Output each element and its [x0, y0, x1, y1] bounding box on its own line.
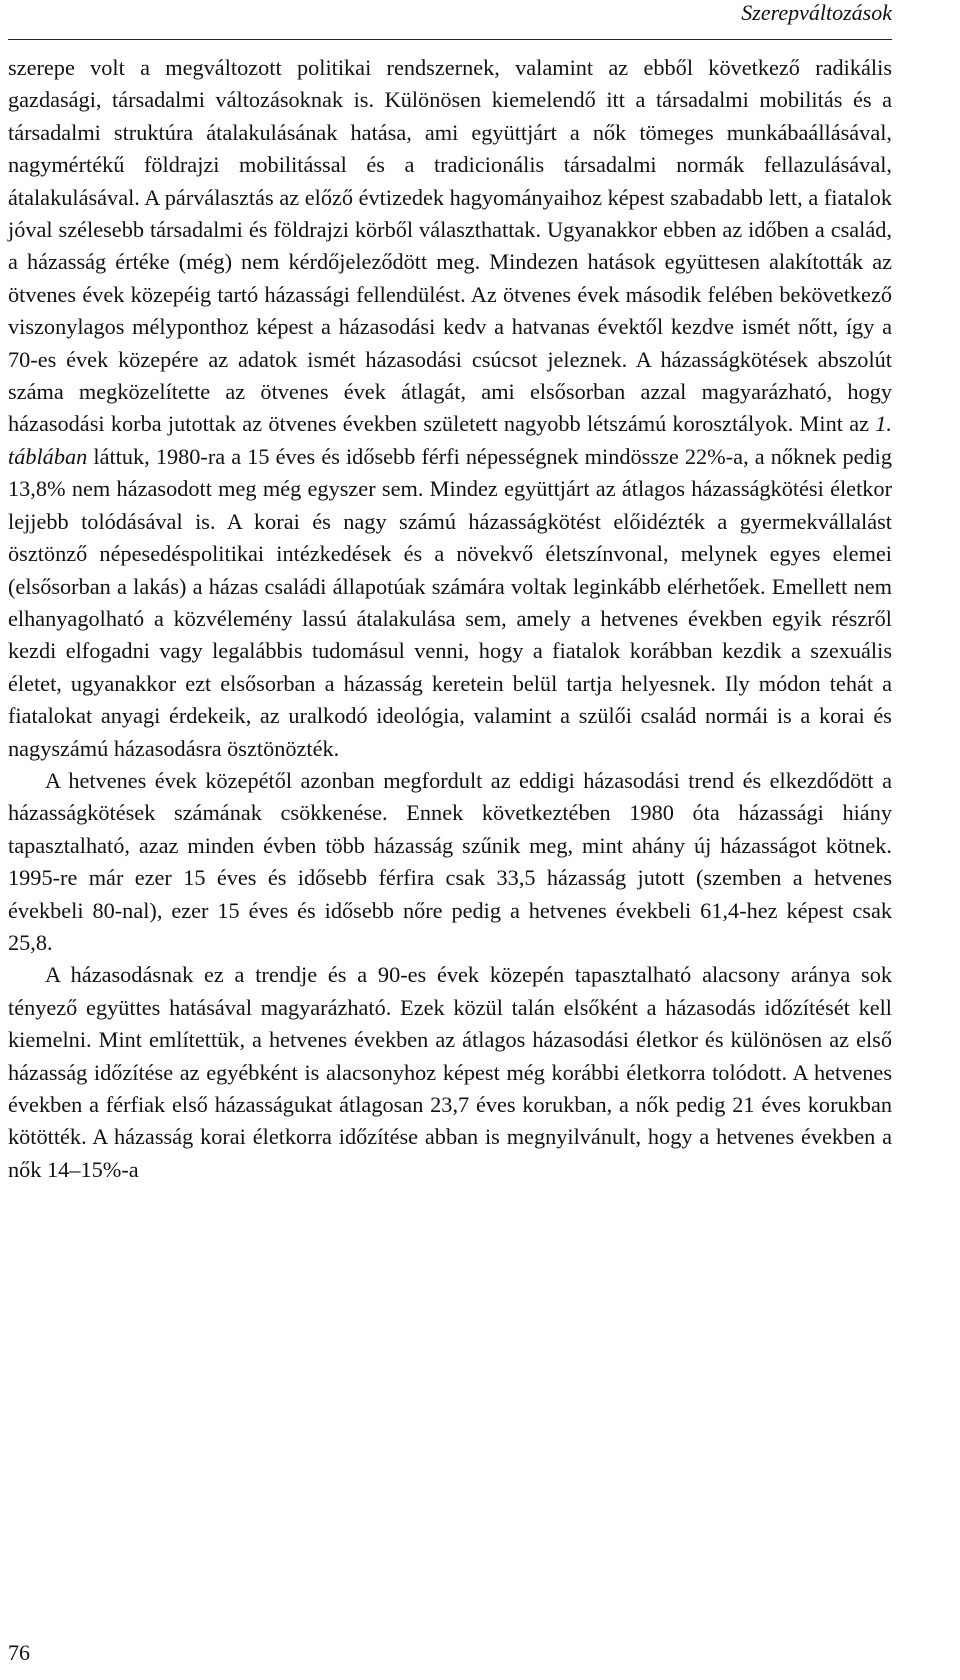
paragraph-2-text: A hetvenes évek közepétől azonban megfordult az eddigi házasodási trend és elkezdődött a házasságkötések számának csökkenése. Ennek következtében 1980 óta házassági hiány tapasztalható, azaz minden évben több házasság szűnik meg, mint ahány új házasságot kötnek. 1995-re már ezer 15 éves és idősebb férfira csak 33,5 házasság jutott (szemben a hetvenes évekbeli 80-nal), ezer 15 éves és idősebb nőre pedig a hetvenes évekbeli 61,4-hez képest csak 25,8. — [8, 767, 892, 955]
paragraph-3 — [8, 959, 892, 1186]
running-header-title: Szerepváltozások — [741, 0, 892, 25]
body-text — [8, 52, 892, 1186]
table-reference: 1. táblában — [8, 411, 892, 469]
paragraph-3-text: A házasodásnak ez a trendje és a 90-es évek közepén tapasztalható alacsony aránya sok tényező együttes hatásával magyarázható. Ezek közül talán elsőként a házasodás időzítését kell kiemelni. Mint említettük, a hetvenes években az átlagos házasodási életkor és különösen az első házasság időzítése az egyébként is alacsonyhoz képest még korábbi életkorra tolódott. A hetvenes években a férfiak első házasságukat átlagosan 23,7 éves korukban, a nők pedig 21 éves korukban kötötték. A házasság korai életkorra időzítése abban is megnyilvánult, hogy a hetvenes években a nők 14–15%-a — [8, 962, 892, 1182]
paragraph-1-text-b: láttuk, 1980-ra a 15 éves és idősebb férfi népességnek mindössze 22%-a, a nőknek pedig 13,8% nem házasodott meg még egyszer sem. Mindez együttjárt az átlagos házasságkötési életkor lejjebb tolódásával is. A korai és nagy számú házasságkötést előidézték a gyermekvállalást ösztönző népesedéspolitikai intézkedések és a növekvő életszínvonal, melynek egyes elemei (elsősorban a lakás) a házas családi állapotúak számára voltak leginkább elérhetőek. Emellett nem elhanyagolható a közvélemény lassú átalakulása sem, amely a hetvenes években egyik részről kezdi elfogadni vagy legalábbis tudomásul venni, hogy a fiatalok korábban kezdik a szexuális életet, ugyanakkor ezt elsősorban a házasság keretein belül tartja helyesnek. Ily módon tehát a fiatalokat anyagi érdekeik, az uralkodó ideológia, valamint a szülői család normái is a korai és nagyszámú házasodásra ösztönözték. — [8, 443, 892, 761]
paragraph-1 — [8, 52, 892, 765]
page-number: 76 — [8, 1640, 30, 1665]
paragraph-2 — [8, 765, 892, 959]
header-divider — [8, 39, 892, 40]
paragraph-1-text-a: szerepe volt a megváltozott politikai rendszernek, valamint az ebből következő radikális gazdasági, társadalmi változásoknak is. Különösen kiemelendő itt a társadalmi mobilitás és a társadalmi struktúra átalakulásának hatása, ami együttjárt a nők tömeges munkábaállásával, nagymértékű földrajzi mobilitással és a tradicionális társadalmi normák fellazulásával, átalakulásával. A párválasztás az előző évtizedek hagyományaihoz képest szabadabb lett, a fiatalok jóval szélesebb társadalmi és földrajzi körből választhattak. Ugyanakkor ebben az időben a család, a házasság értéke (még) nem kérdőjeleződött meg. Mindezen hatások együttesen alakították az ötvenes évek közepéig tartó házassági fellendülést. Az ötvenes évek második felében bekövetkező viszonylagos mélyponthoz képest a házasodási kedv a hatvanas évektől kezdve ismét nőtt, így a 70-es évek közepére az adatok ismét házasodási csúcsot jeleznek. A házasságkötések abszolút száma megközelítette az ötvenes évek átlagát, ami elsősorban azzal magyarázható, hogy házasodási korba jutottak az ötvenes években született nagyobb létszámú korosztályok. Mint az — [8, 55, 892, 437]
